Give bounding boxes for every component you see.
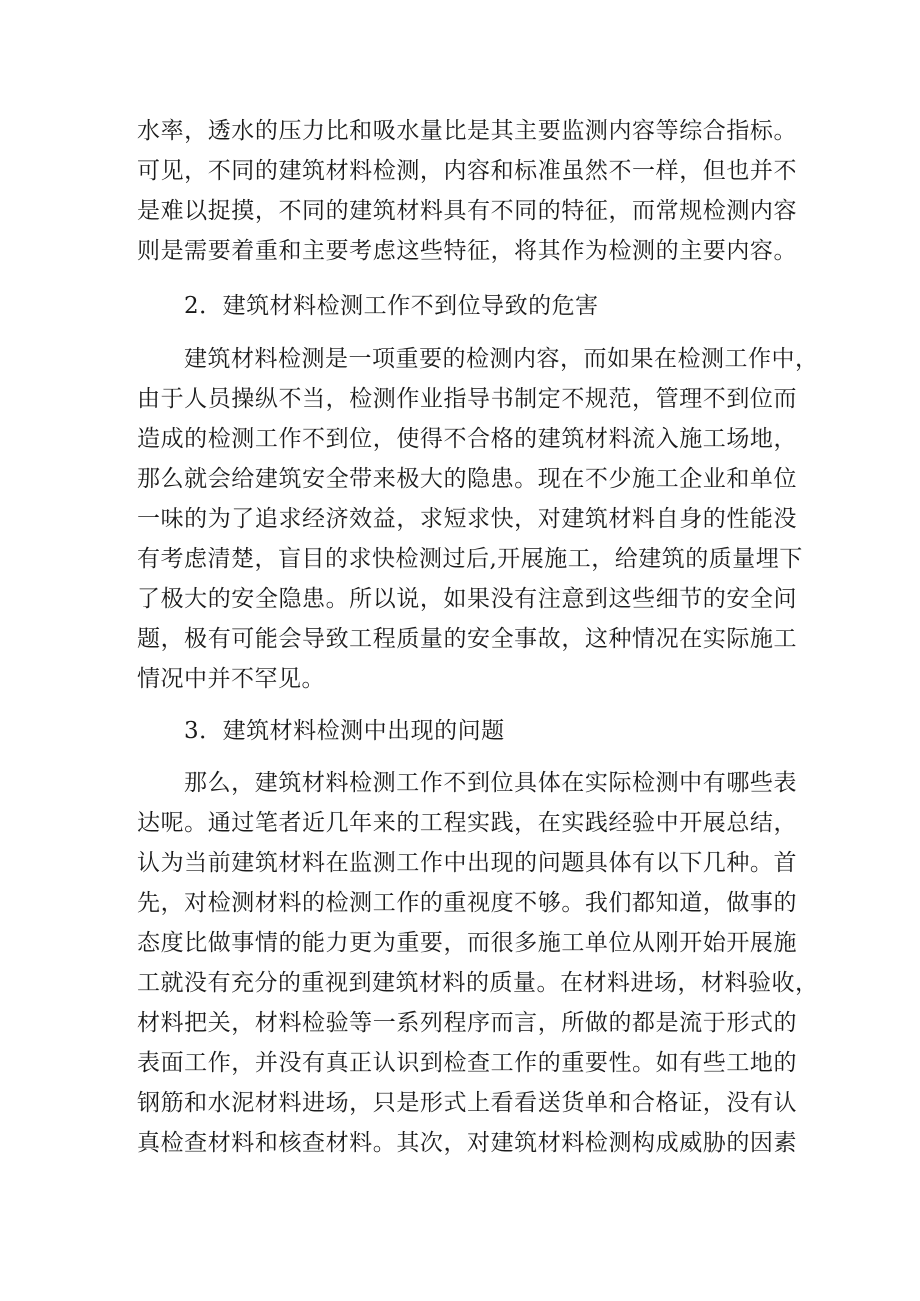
section-heading-2: 2．建筑材料检测工作不到位导致的危害 — [184, 293, 599, 319]
paragraph-line: 那么，建筑材料检测工作不到位具体在实际检测中有哪些表 — [184, 770, 797, 796]
paragraph-line: 可见，不同的建筑材料检测，内容和标准虽然不一样，但也并不 — [137, 158, 797, 184]
paragraph-line: 由于人员操纵不当，检测作业指导书制定不规范，管理不到位而 — [137, 386, 797, 412]
paragraph-line: 水率，透水的压力比和吸水量比是其主要监测内容等综合指标。 — [137, 118, 797, 144]
paragraph-line: 先，对检测材料的检测工作的重视度不够。我们都知道，做事的 — [137, 890, 797, 916]
paragraph-line: 造成的检测工作不到位，使得不合格的建筑材料流入施工场地， — [137, 426, 797, 452]
paragraph-line: 题，极有可能会导致工程质量的安全事故，这种情况在实际施工 — [137, 626, 797, 652]
paragraph-line: 认为当前建筑材料在监测工作中出现的问题具体有以下几种。首 — [137, 850, 797, 876]
section-heading-3: 3．建筑材料检测中出现的问题 — [184, 718, 505, 744]
paragraph-line: 工就没有充分的重视到建筑材料的质量。在材料进场，材料验收， — [137, 970, 819, 996]
paragraph-line: 了极大的安全隐患。所以说，如果没有注意到这些细节的安全问 — [137, 586, 797, 612]
paragraph-line: 钢筋和水泥材料进场，只是形式上看看送货单和合格证，没有认 — [137, 1090, 797, 1116]
paragraph-line: 达呢。通过笔者近几年来的工程实践，在实践经验中开展总结， — [137, 810, 797, 836]
paragraph-line: 情况中并不罕见。 — [137, 666, 325, 692]
paragraph-line: 那么就会给建筑安全带来极大的隐患。现在不少施工企业和单位 — [137, 466, 797, 492]
paragraph-line: 有考虑清楚，盲目的求快检测过后,开展施工，给建筑的质量埋下 — [137, 546, 803, 572]
paragraph-line: 是难以捉摸，不同的建筑材料具有不同的特征，而常规检测内容 — [137, 198, 797, 224]
paragraph-line: 真检查材料和核查材料。其次，对建筑材料检测构成威胁的因素 — [137, 1130, 797, 1156]
paragraph-line: 材料把关，材料检验等一系列程序而言，所做的都是流于形式的 — [137, 1010, 797, 1036]
paragraph-line: 表面工作，并没有真正认识到检查工作的重要性。如有些工地的 — [137, 1050, 797, 1076]
paragraph-line: 建筑材料检测是一项重要的检测内容，而如果在检测工作中， — [184, 346, 819, 372]
paragraph-line: 则是需要着重和主要考虑这些特征，将其作为检测的主要内容。 — [137, 238, 797, 264]
paragraph-line: 一味的为了追求经济效益，求短求快，对建筑材料自身的性能没 — [137, 506, 797, 532]
paragraph-line: 态度比做事情的能力更为重要，而很多施工单位从刚开始开展施 — [137, 930, 797, 956]
